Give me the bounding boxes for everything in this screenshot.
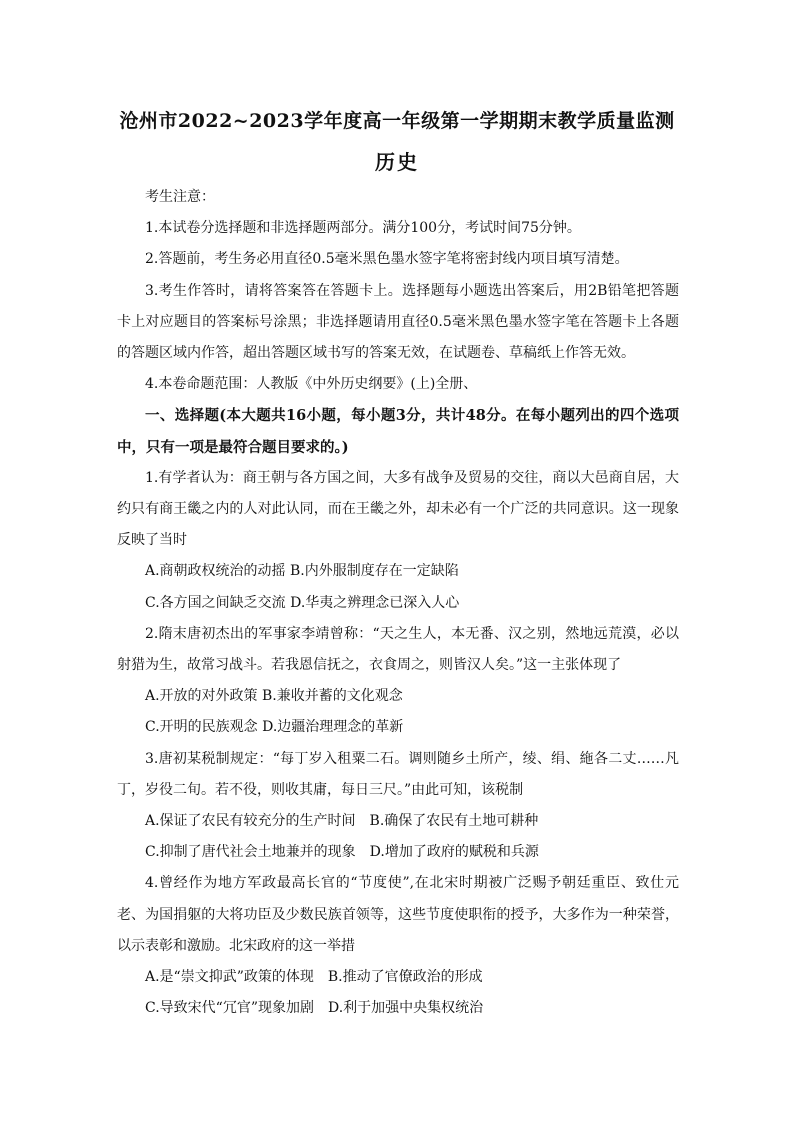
question-options: A.是“崇文抑武”政策的体现 B.推动了官僚政治的形成 [145,969,483,986]
subject-title: 历史 [375,150,419,174]
question-stem: 1.有学者认为：商王朝与各方国之间，大多有战争及贸易的交往，商以大邑商自居，大约只有商王畿之内的人对此认同，而在王畿之外，却未必有一个广泛的共同意识。这一现象反映了当时 [117,469,679,549]
question-options: A.保证了农民有较充分的生产时间 B.确保了农民有土地可耕种 [145,813,539,830]
section-heading: 一、选择题(本大题共16小题，每小题3分，共计48分。在每小题列出的四个选项中，只有一项是最符合题目要求的。) [117,407,679,456]
notice-heading: 考生注意： [145,189,215,205]
exam-content [117,182,679,1024]
notice-item: 4.本卷命题范围：人教版《中外历史纲要》(上)全册、 [145,376,478,393]
notice-item: 2.答题前，考生务必用直径0.5毫米黑色墨水签字笔将密封线内项目填写清楚。 [145,251,629,268]
question-stem: 4.曾经作为地方军政最高长官的“节度使”,在北宋时期被广泛赐予朝廷重臣、致仕元老、为国捐躯的大将功臣及少数民族首领等，这些节度使职衔的授予，大多作为一种荣誉，以示表彰和激励。北宋政府的这一举措 [117,875,679,954]
notice-item: 1.本试卷分选择题和非选择题两部分。满分100分，考试时间75分钟。 [145,220,581,237]
question-options: C.抑制了唐代社会土地兼并的现象 D.增加了政府的赋税和兵源 [145,844,539,861]
question-options: C.开明的民族观念 D.边疆治理理念的革新 [145,719,404,736]
question-options: C.各方国之间缺乏交流 D.华夷之辨理念已深入人心 [145,594,460,611]
exam-title: 沧州市2022~2023学年度高一年级第一学期期末教学质量监测 [119,110,675,132]
question-options: C.导致宋代“冗官”现象加剧 D.利于加强中央集权统治 [145,1000,484,1017]
question-stem: 3.唐初某税制规定：“每丁岁入租粟二石。调则随乡土所产，绫、绢、絁各二丈……凡丁，岁役二旬。若不役，则收其庸，每日三尺。”由此可知，该税制 [117,750,679,798]
question-options: A.商朝政权统治的动摇 B.内外服制度存在一定缺陷 [145,563,459,580]
question-stem: 2.隋末唐初杰出的军事家李靖曾称：“天之生人，本无番、汉之别，然地远荒漠，必以射猎为生，故常习战斗。若我恩信抚之，衣食周之，则皆汉人矣。”这一主张体现了 [117,625,679,674]
notice-item: 3.考生作答时，请将答案答在答题卡上。选择题每小题选出答案后，用2B铅笔把答题卡上对应题目的答案标号涂黑；非选择题请用直径0.5毫米黑色墨水签字笔在答题卡上各题的答题区域内作答，超出答题区域书写的答案无效，在试题卷、草稿纸上作答无效。 [117,282,679,362]
question-options: A.开放的对外政策 B.兼收并蓄的文化观念 [145,688,403,705]
